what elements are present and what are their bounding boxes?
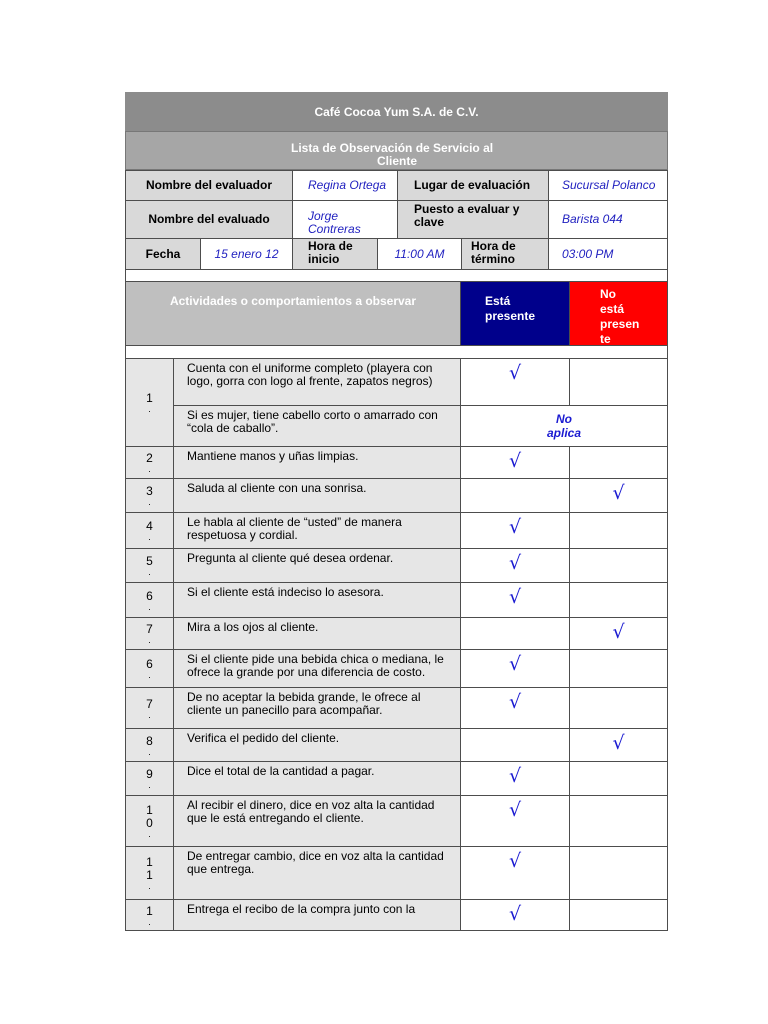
absent-line-4: te <box>600 332 611 346</box>
row-number: 8 . <box>125 728 174 762</box>
evaluator-value-cell <box>292 170 398 201</box>
not-applicable-1: No <box>556 412 572 426</box>
location-label-cell <box>397 170 549 201</box>
location-value-cell <box>548 170 668 201</box>
check-icon: √ <box>612 732 625 754</box>
company-header <box>125 92 668 132</box>
activity-text: Le habla al cliente de “usted” de manera respetuosa y cordial. <box>187 515 402 542</box>
row-number: 1 0 . <box>125 795 174 847</box>
absent-cell[interactable] <box>569 446 668 479</box>
row-number: 6 . <box>125 649 174 688</box>
check-icon: √ <box>508 362 522 384</box>
activity-text: Dice el total de la cantidad a pagar. <box>187 764 375 778</box>
evaluee-value: Jorge Contreras <box>308 208 361 236</box>
check-icon: √ <box>508 586 522 608</box>
form-title-text-1: Lista de Observación de Servicio al <box>291 141 494 155</box>
row-number-text: 9 <box>146 767 153 781</box>
row-number-text: 5 <box>146 554 153 568</box>
activity-text-cell <box>173 358 461 406</box>
absent-cell[interactable] <box>569 761 668 796</box>
activity-text-cell <box>173 649 461 688</box>
activity-text-cell <box>173 446 461 479</box>
position-label-cell <box>397 200 549 239</box>
row-number-text: 6 <box>146 657 153 671</box>
activity-text: Entrega el recibo de la compra junto con la <box>187 902 416 916</box>
row-number: 4 . <box>125 512 174 549</box>
row-number-text: 6 <box>146 588 153 603</box>
position-value: Barista 044 <box>562 212 623 226</box>
evaluator-value: Regina Ortega <box>308 178 387 192</box>
date-label: Fecha <box>145 246 181 261</box>
end-time-label-cell <box>461 238 549 270</box>
activity-text-cell <box>173 405 461 447</box>
row-number: 3 . <box>125 478 174 513</box>
present-cell[interactable] <box>460 446 570 479</box>
row-number-digit: 0 <box>146 816 153 830</box>
evaluator-label-cell <box>125 170 293 201</box>
row-number: 1 . <box>125 899 174 931</box>
form-title-text-2: Cliente <box>377 154 418 168</box>
check-icon: √ <box>508 691 522 713</box>
absent-cell[interactable] <box>569 617 668 650</box>
check-icon: √ <box>508 903 522 925</box>
present-cell[interactable] <box>460 548 570 583</box>
row-number-text: 4 <box>146 519 153 533</box>
present-cell[interactable] <box>460 649 570 688</box>
activity-text-cell <box>173 795 461 847</box>
absent-cell[interactable] <box>569 358 668 406</box>
position-label: Puesto a evaluar y clave <box>414 202 520 229</box>
location-label: Lugar de evaluación <box>414 178 531 192</box>
company-name: Café Cocoa Yum S.A. de C.V. <box>314 104 479 119</box>
activity-text-cell <box>173 687 461 729</box>
absent-line-3: presen <box>600 317 640 331</box>
absent-cell[interactable] <box>569 899 668 931</box>
present-cell[interactable] <box>460 582 570 618</box>
absent-line-1: No <box>600 287 616 301</box>
row-number-text: 2 <box>146 451 153 465</box>
activity-text: De no aceptar la bebida grande, le ofrece al cliente un panecillo para acompañar. <box>187 690 421 717</box>
not-applicable-cell <box>460 405 668 447</box>
row-number: 9 . <box>125 761 174 796</box>
evaluator-label: Nombre del evaluador <box>145 178 273 192</box>
present-cell[interactable] <box>460 761 570 796</box>
row-number: 5 . <box>125 548 174 583</box>
activity-text: De entregar cambio, dice en voz alta la cantidad que entrega. <box>187 849 444 876</box>
absent-cell[interactable] <box>569 582 668 618</box>
activity-text: Si el cliente está indeciso lo asesora. <box>187 585 384 599</box>
activity-text-cell <box>173 899 461 931</box>
check-icon: √ <box>508 850 522 872</box>
check-icon: √ <box>508 552 522 574</box>
activities-header-text: Actividades o comportamientos a observar <box>169 294 417 308</box>
spacer-row-2 <box>125 345 668 359</box>
absent-cell[interactable] <box>569 795 668 847</box>
end-time-value: 03:00 PM <box>562 246 614 261</box>
activity-text-cell <box>173 846 461 900</box>
absent-line-2: está <box>600 302 625 316</box>
check-icon: √ <box>508 450 522 472</box>
absent-cell[interactable] <box>569 846 668 900</box>
row-number-text: 3 <box>146 484 153 498</box>
location-value: Sucursal Polanco <box>562 178 656 192</box>
evaluee-label: Nombre del evaluado <box>148 212 270 226</box>
present-cell[interactable] <box>460 795 570 847</box>
activity-text-cell <box>173 548 461 583</box>
absent-cell[interactable] <box>569 728 668 762</box>
check-icon: √ <box>508 653 522 675</box>
check-icon: √ <box>508 516 522 538</box>
start-time-value: 11:00 AM <box>394 246 445 261</box>
activities-header <box>125 281 461 346</box>
date-value-cell <box>200 238 293 270</box>
check-icon: √ <box>612 482 625 504</box>
absent-cell[interactable] <box>569 649 668 688</box>
check-icon: √ <box>612 621 625 643</box>
date-value: 15 enero 12 <box>214 246 279 261</box>
evaluee-value-cell <box>292 200 398 239</box>
activity-text: Al recibir el dinero, dice en voz alta la cantidad que le está entregando el cliente. <box>187 798 435 825</box>
activity-text: Pregunta al cliente qué desea ordenar. <box>187 551 394 565</box>
present-header-text: Está presente <box>485 294 536 323</box>
activity-text: Cuenta con el uniforme completo (playera con logo, gorra con logo al frente, zapatos negros) <box>187 361 433 388</box>
row-number: 7 . <box>125 687 174 729</box>
row-number: 1 . <box>125 358 174 447</box>
start-time-value-cell <box>377 238 462 270</box>
activity-text: Si el cliente pide una bebida chica o mediana, le ofrece la grande por una diferencia de costo. <box>187 652 444 679</box>
present-cell[interactable] <box>460 899 570 931</box>
absent-cell[interactable] <box>569 478 668 513</box>
row-number-digit: 1 <box>146 868 153 882</box>
present-cell[interactable] <box>460 846 570 900</box>
activity-text: Verifica el pedido del cliente. <box>187 731 340 745</box>
row-number-digit: 1 <box>146 855 153 869</box>
absent-header <box>569 281 668 346</box>
activity-text: Si es mujer, tiene cabello corto o amarrado con “cola de caballo”. <box>187 408 438 435</box>
position-value-cell <box>548 200 668 239</box>
activity-text-cell <box>173 761 461 796</box>
present-cell[interactable] <box>460 617 570 650</box>
end-time-value-cell <box>548 238 668 270</box>
present-cell[interactable] <box>460 512 570 549</box>
date-label-cell <box>125 238 201 270</box>
check-icon: √ <box>508 765 522 787</box>
check-icon: √ <box>508 799 522 821</box>
activity-text: Saluda al cliente con una sonrisa. <box>187 481 367 495</box>
end-time-label: Hora de término <box>471 239 516 266</box>
absent-cell[interactable] <box>569 548 668 583</box>
row-number-text: 1 <box>146 903 153 918</box>
row-number-text: 8 <box>146 733 153 748</box>
evaluee-label-cell <box>125 200 293 239</box>
present-header <box>460 281 570 346</box>
row-number: 1 1 . <box>125 846 174 900</box>
start-time-label-cell <box>292 238 378 270</box>
row-number: 6 . <box>125 582 174 618</box>
row-number-text: 1 <box>146 391 153 405</box>
activity-text-cell <box>173 478 461 513</box>
row-number-text: 7 <box>146 622 153 636</box>
start-time-label: Hora de inicio <box>308 239 353 266</box>
form-title-cell <box>125 131 668 170</box>
present-cell[interactable] <box>460 478 570 513</box>
activity-text-cell <box>173 617 461 650</box>
activity-text: Mira a los ojos al cliente. <box>187 620 319 634</box>
absent-cell[interactable] <box>569 512 668 549</box>
present-cell[interactable] <box>460 728 570 762</box>
present-cell[interactable] <box>460 687 570 729</box>
activity-text-cell <box>173 582 461 618</box>
present-cell[interactable] <box>460 358 570 406</box>
row-number: 7 . <box>125 617 174 650</box>
activity-text: Mantiene manos y uñas limpias. <box>187 449 359 463</box>
row-number-digit: 1 <box>146 803 153 817</box>
activity-text-cell <box>173 512 461 549</box>
row-number: 2 . <box>125 446 174 479</box>
absent-cell[interactable] <box>569 687 668 729</box>
row-number-text: 7 <box>146 696 153 711</box>
not-applicable-2: aplica <box>546 426 582 440</box>
activity-text-cell <box>173 728 461 762</box>
